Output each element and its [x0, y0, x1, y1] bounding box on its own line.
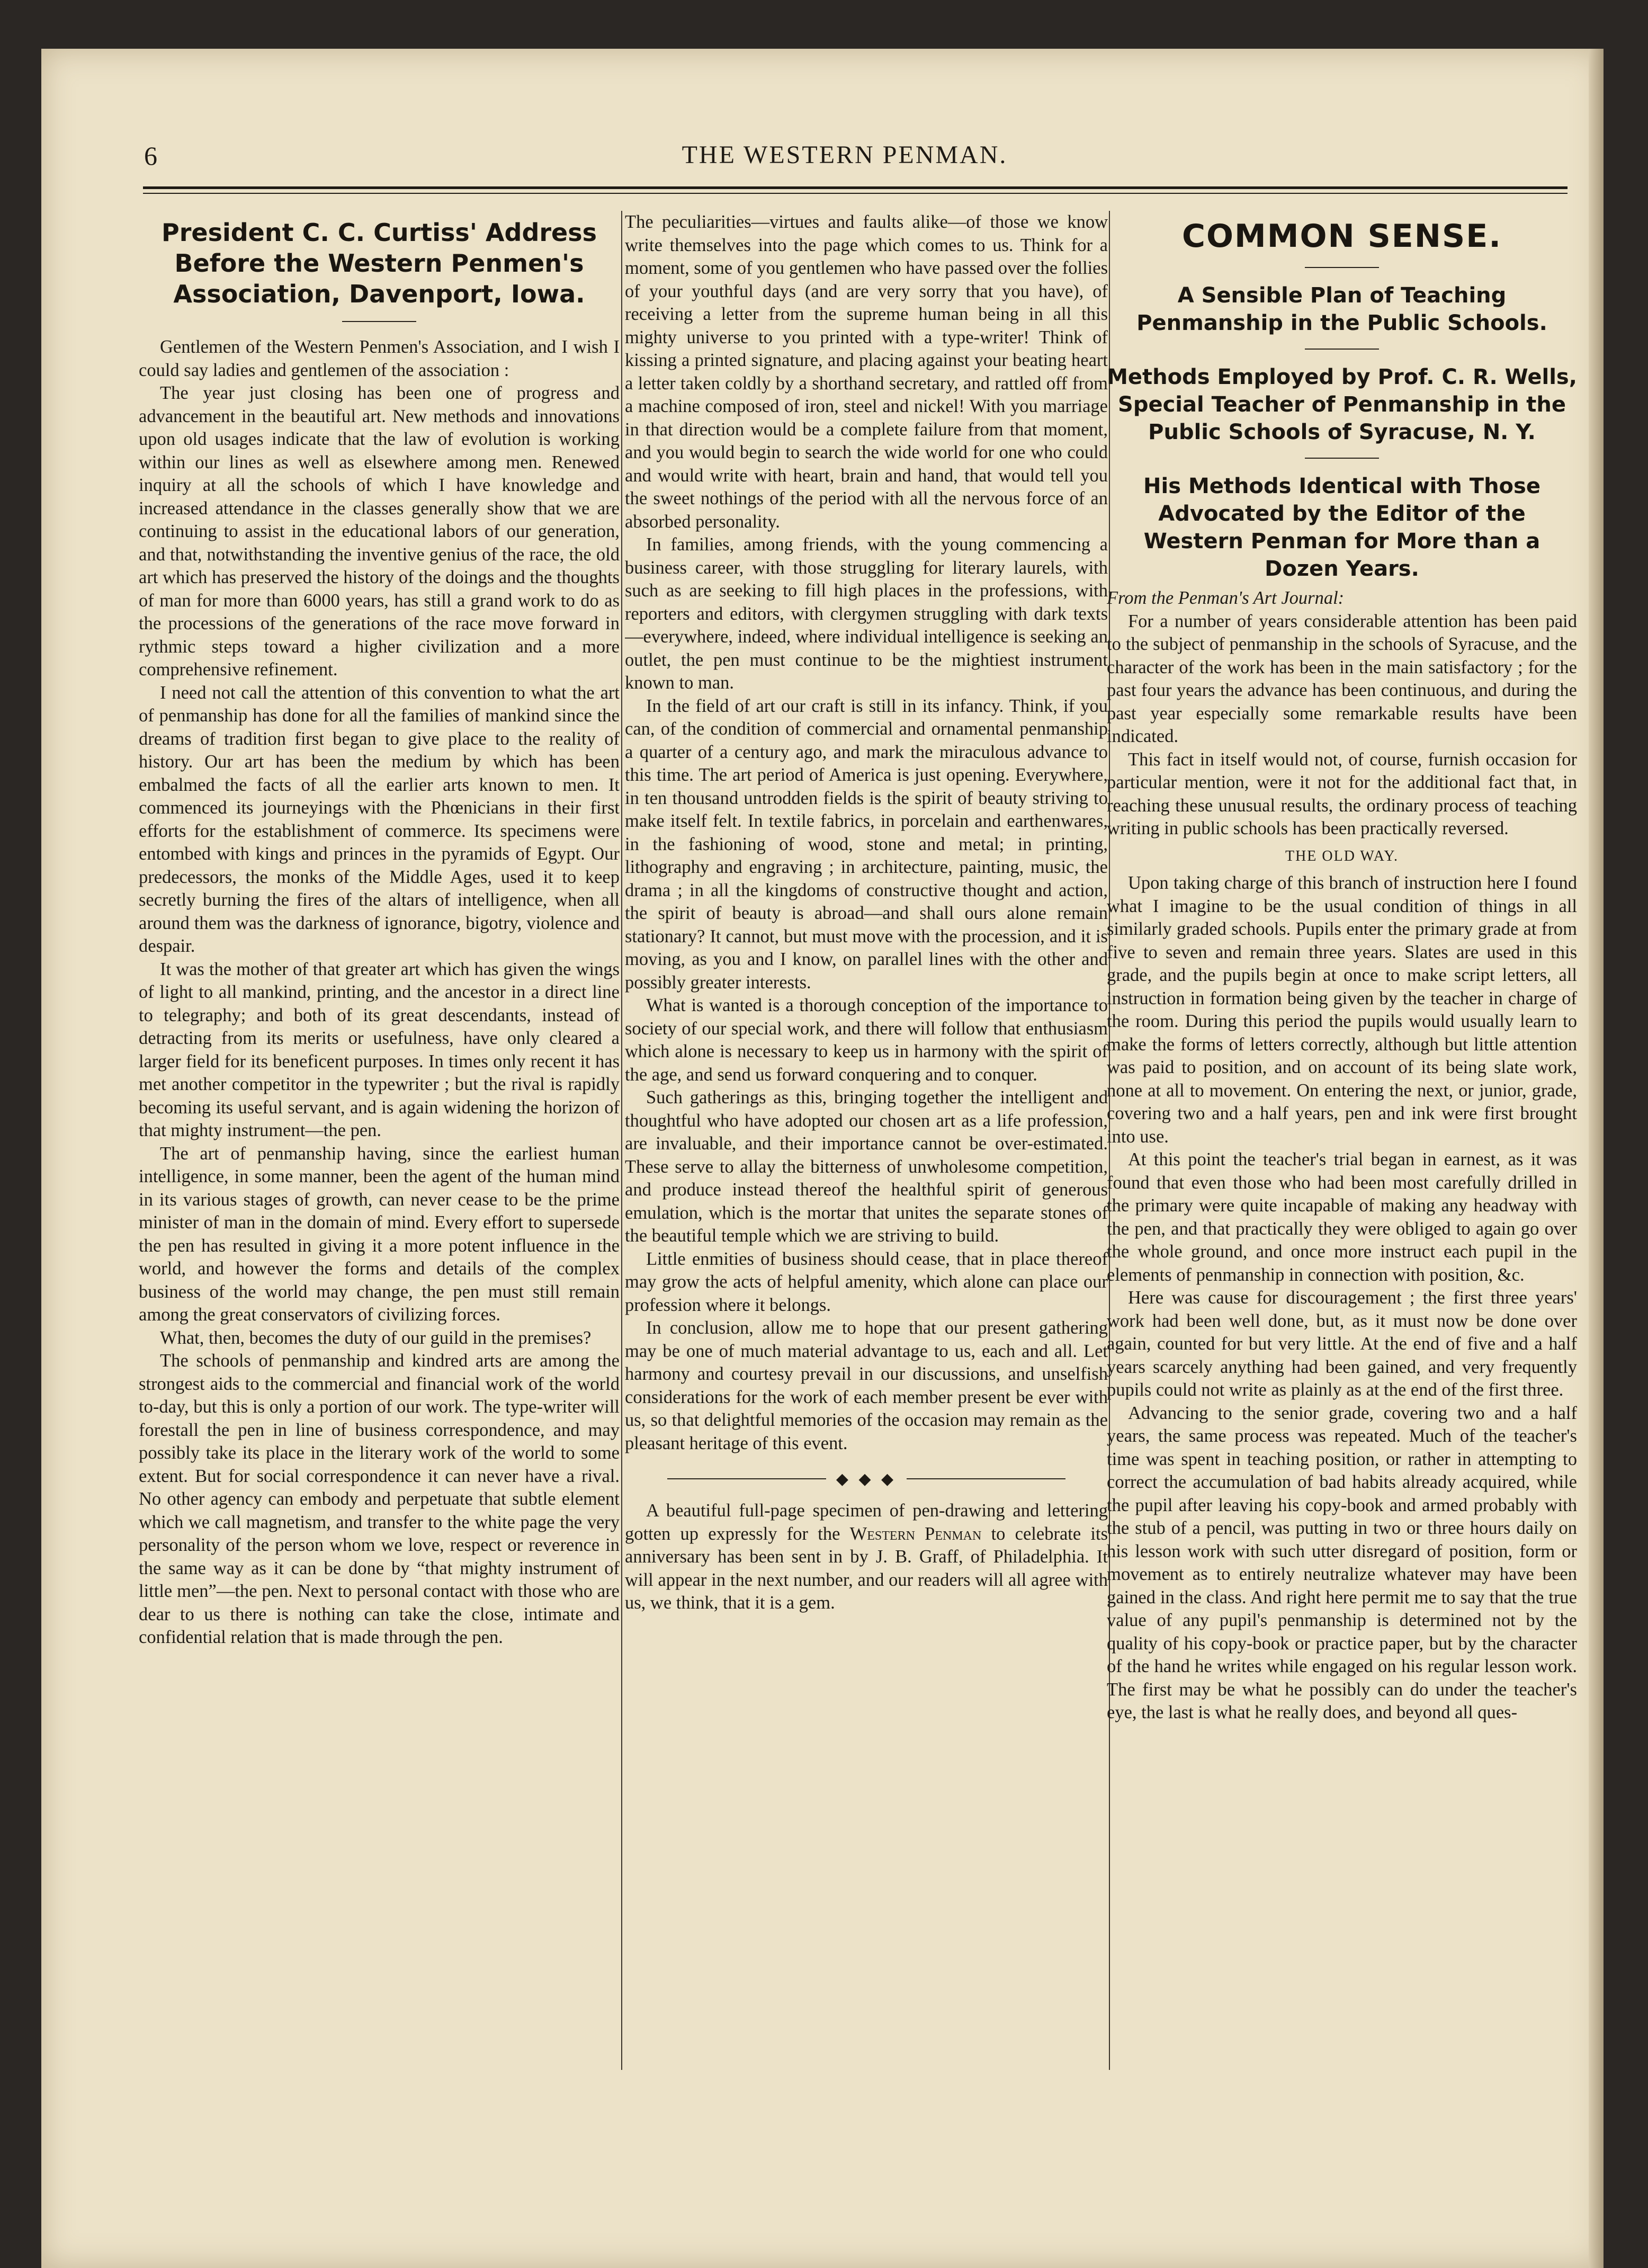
article-paragraph: Gentlemen of the Western Penmen's Association, and I wish I could say ladies and gentlemen of the association :: [139, 337, 620, 380]
section-ornament: [625, 1468, 1108, 1489]
header-rule-thin: [143, 193, 1568, 194]
deck-2: Methods Employed by Prof. C. R. Wells, Special Teacher of Penmanship in the Public Schools of Syracuse, N. Y.: [1107, 365, 1577, 444]
article-paragraph: The schools of penmanship and kindred arts are among the strongest aids to the commercial and financial work of the world to-day, but this is only a portion of our work. The type-writer will forestall the pen in line of business correspondence, and may possibly take its place in the literary work of the world to some extent. But for social correspondence it can never have a rival. No other agency can embody and perpetuate that subtle element which we call magnetism, and transfer to the white page the very personality of the person whom we love, respect or reverence in the same way as it can be done by “that mighty instrument of little men”—the pen. Next to personal contact with those who are dear to us there is nothing can take the close, intimate and confidential relation that is made through the pen.: [139, 1351, 620, 1647]
address-headline: President C. C. Curtiss' Address Before the Western Penmen's Association, Davenport, Iowa.: [161, 218, 597, 308]
article-paragraph: What, then, becomes the duty of our guild in the premises?: [160, 1327, 592, 1348]
article-paragraph: Such gatherings as this, bringing together the intelligent and thoughtful who have adopted our chosen art as a life profession, are invaluable, and their importance cannot be over-estimated. These serve to allay the bitterness of unwholesome competition, and produce instead thereof the healthful spirit of generous emulation, which is the mortar that unites the separate stones of the beautiful temple which we are striving to build.: [625, 1087, 1108, 1246]
specimen-notice: [625, 1499, 1108, 1615]
article-paragraph: What is wanted is a thorough conception of the importance to society of our special work, and there will follow that enthusiasm which alone is necessary to keep us in harmony with the spirit of the age, and send us forward conquering and to conquer.: [625, 995, 1108, 1085]
notice-text-start: A beautiful full-page specimen of pen-drawing and lettering gotten up expressly for the: [625, 1501, 1108, 1544]
deck-rule: [1305, 349, 1379, 350]
deck-1: A Sensible Plan of Teaching Penmanship in the Public Schools.: [1136, 283, 1547, 335]
ornament-line-right: [907, 1478, 1065, 1479]
article-paragraph: In families, among friends, with the young commencing a business career, with those struggling for literary laurels, with such as are seeking to fill high places in the professions, with reporters and editors, with clergymen struggling with dark texts —everywhere, indeed, where individual intelligence is seeking an outlet, the pen must continue to be the mightiest instrument known to man.: [625, 534, 1108, 693]
article-paragraph: For a number of years considerable attention has been paid to the subject of penmanship in the schools of Syracuse, and the character of the work has been in the main satisfactory ; for the past four years the advance has been continuous, and during the past year especially some remarkable results have been indicated.: [1107, 611, 1577, 746]
common-sense-headline: COMMON SENSE.: [1182, 218, 1502, 255]
article-paragraph: Upon taking charge of this branch of instruction here I found what I imagine to be the usual condition of things in all similarly graded schools. Pupils enter the primary grade at from five to seven and remain three years. Slates are used in this grade, and the pupils begin at once to make script letters, all instruction in formation being given by the teacher in charge of the room. During this period the pupils would usually learn to make the forms of letters correctly, although but little attention was paid to position, and on account of its being slate work, none at all to movement. On entering the next, or junior, grade, covering two and a half years, pen and ink were first brought into use.: [1107, 873, 1577, 1147]
headline-rule: [1305, 267, 1379, 268]
column-3: [1107, 211, 1577, 2213]
deck-3: His Methods Identical with Those Advocated by the Editor of the Western Penman for More than a Dozen Years.: [1143, 474, 1540, 581]
subhead-old-way: THE OLD WAY.: [1285, 847, 1399, 864]
column-2: [625, 211, 1108, 2213]
deck-rule: [1305, 458, 1379, 459]
article-paragraph: The art of penmanship having, since the earliest human intelligence, in some manner, been the agent of the human mind in its various stages of growth, can never cease to be the prime minister of man in the domain of mind. Every effort to supersede the pen has resulted in giving it a more potent influence in the world, and however the forms and details of the complex business of the world may change, the pen must still remain among the great conservators of civilizing forces.: [139, 1143, 620, 1325]
headline-rule: [342, 321, 416, 322]
header-rule-thick: [143, 186, 1568, 189]
page-header: [117, 140, 1573, 183]
column-divider-1: [621, 211, 622, 2070]
article-paragraph: It was the mother of that greater art which has given the wings of light to all mankind, printing, and the ancestor in a direct line to telegraphy; and both of its great descendants, instead of detracting from its merits or usefulness, have only cleared a larger field for its beneficent purposes. In times only recent it has met another competitor in the typewriter ; but the rival is rapidly becoming its useful servant, and is again widening the horizon of that mighty instrument—the pen.: [139, 959, 620, 1140]
article-paragraph: Little enmities of business should cease, that in place thereof may grow the acts of helpful amenity, which alone can place our profession where it belongs.: [625, 1248, 1108, 1315]
page-spine-shadow: [1589, 49, 1604, 2268]
notice-publication-name: Western Penman: [849, 1523, 982, 1544]
ornament-line-left: [667, 1478, 826, 1479]
column-1: [139, 211, 620, 2213]
running-head: THE WESTERN PENMAN.: [682, 141, 1008, 169]
article-paragraph: Advancing to the senior grade, covering two and a half years, the same process was repeated. Much of the teacher's time was spent in teaching position, or rather in attempting to correct the accumulation of bad habits already acquired, while the pupil after leaving his copy-book and armed probably with the stub of a pencil, was putting in two or three hours daily on his lesson work with such utter disregard of position, form or movement as to entirely neutralize whatever may have been gained in the class. And right here permit me to say that the true value of any pupil's penmanship is determined not by the quality of his copy-book or practice paper, but by the character of the hand he writes while engaged on his regular lesson work. The first may be what he possibly can do under the teacher's eye, the last is what he really does, and beyond all ques-: [1107, 1403, 1577, 1722]
article-paragraph: At this point the teacher's trial began in earnest, as it was found that even those who had been most carefully drilled in the primary were quite incapable of making any headway with the pen, and that practically they were obliged to again go over the whole ground, and once more instruct each pupil in the elements of penmanship in connection with position, &c.: [1107, 1149, 1577, 1285]
article-paragraph: In conclusion, allow me to hope that our present gathering may be one of much material advantage to us, each and all. Let harmony and courtesy prevail in our discussions, and unselfish considerations for the work of each member present be ever with us, so that delightful memories of the occasion may remain as the pleasant heritage of this event.: [625, 1318, 1108, 1453]
article-paragraph: Here was cause for discouragement ; the first three years' work had been well done, but, as it must now be done over again, counted for but very little. At the end of five and a half years scarcely anything had been gained, and very frequently pupils could not write as plainly as at the end of the first three.: [1107, 1288, 1577, 1400]
article-paragraph: The year just closing has been one of progress and advancement in the beautiful art. New methods and innovations upon old usages indicate that the law of evolution is working within our lines as well as elsewhere among men. Renewed inquiry at all the schools of which I have knowledge and increased attendance in the classes generally show that we are continuing to assist in the educational labors of our generation, and that, notwithstanding the inventive genius of the race, the old art which has preserved the history of the doings and the thoughts of man for more than 6000 years, has still a grand work to do as the processions of the generations of the race move forward in rythmic steps toward a higher civilization and a more comprehensive refinement.: [139, 383, 620, 680]
page-number: 6: [144, 141, 157, 171]
article-paragraph: The peculiarities—virtues and faults alike—of those we know write themselves into the page which comes to us. Think for a moment, some of you gentlemen who have passed over the follies of your youthful days (and are very sorry that you have), of receiving a letter from the supreme human being in all this mighty universe to you printed with a type-writer! Think of kissing a printed signature, and placing against your beating heart a letter taken coldly by a shorthand secretary, and rattled off from a machine composed of iron, steel and nickel! With you marriage in that direction would be a complete failure from that moment, and you would begin to search the wide world for one who could and would write with heart, brain and hand, that would tell you the sweet nothings of the period with all the nervous force of an absorbed personality.: [625, 212, 1108, 532]
source-credit: From the Penman's Art Journal:: [1107, 588, 1345, 608]
ornament-glyphs: ◆ ◆ ◆: [836, 1470, 897, 1488]
article-paragraph: This fact in itself would not, of course, furnish occasion for particular mention, were it not for the additional fact that, in reaching these unusual results, the ordinary process of teaching writing in public schools has been practically reversed.: [1107, 749, 1577, 838]
article-paragraph: In the field of art our craft is still in its infancy. Think, if you can, of the condition of commercial and ornamental penmanship a quarter of a century ago, and mark the miraculous advance to this time. The art period of America is just opening. Everywhere, in ten thousand untrodden fields is the spirit of beauty striving to make itself felt. In textile fabrics, in porcelain and earthenwares, in the fashioning of wood, stone and metal; in printing, lithography and engraving ; in architecture, painting, music, the drama ; in all the kingdoms of constructive thought and action, the spirit of beauty is abroad—and shall ours alone remain stationary? It cannot, but must move with the procession, and it is moving, as you and I know, on parallel lines with the other and possibly greater interests.: [625, 695, 1108, 993]
article-paragraph: I need not call the attention of this convention to what the art of penmanship has done for all the families of mankind since the dreams of tradition first began to give place to the reality of history. Our art has been the medium by which has been embalmed the facts of all the earlier arts known to men. It commenced its journeyings with the Phœnicians in their first efforts for the establishment of commerce. Its specimens were entombed with kings and princes in the pyramids of Egypt. Our predecessors, the monks of the Middle Ages, used it to keep secretly burning the fires of the altars of intelligence, when all around them was the darkness of ignorance, bigotry, violence and despair.: [139, 682, 620, 956]
notice-text-end: to celebrate its anniversary has been sent in by J. B. Graff, of Philadelphia. It will appear in the next number, and our readers will all agree with us, we think, that it is a gem.: [625, 1523, 1108, 1613]
